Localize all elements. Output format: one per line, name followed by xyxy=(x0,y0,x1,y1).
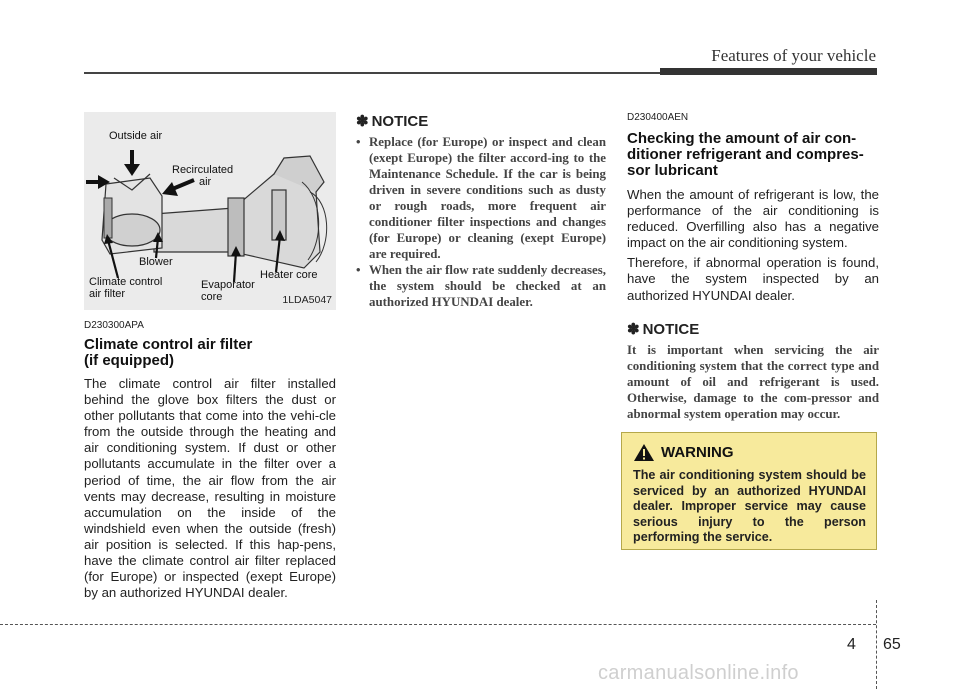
watermark: carmanualsonline.info xyxy=(598,662,799,684)
notice-item: • When the air flow rate suddenly decreases, the system should be checked at an authorized HYUNDAI dealer. xyxy=(356,262,606,310)
label-evaporator-line1: Evaporator xyxy=(201,279,255,291)
warning-text: The air conditioning system should be serviced by an authorized HYUNDAI dealer. Improper service may cause serious injury to the person performing the service. xyxy=(633,468,866,544)
notice-title-text: NOTICE xyxy=(371,113,429,130)
label-blower: Blower xyxy=(139,256,173,268)
page-chapter-number: 4 xyxy=(847,636,856,653)
notice-title xyxy=(356,112,606,130)
section-title-line1: Climate control air filter xyxy=(84,336,253,353)
section-body: The climate control air filter installed behind the glove box filters the dust or other pollutants that come into the vehi-cle from the outside through the heating and air conditioning system. If dust or other pollutants accumulate in the filter over a period of time, the air flow from the air vents may decrease, resulting in moisture accumulation on the inside of the windshield even when the outside (fresh) air position is selected. If this hap-pens, have the climate control air filter replaced (for Europe) or inspected (exept Europe) by an authorized HYUNDAI dealer. xyxy=(84,376,336,601)
footer-divider xyxy=(876,600,877,689)
warning-header xyxy=(633,443,866,462)
notice-text: It is important when servicing the air conditioning system that the correct type and amount of oil and refrigerant is used. Otherwise, damage to the com-pressor and abnormal system operation may occur. xyxy=(627,342,879,421)
section-code: D230300APA xyxy=(84,320,144,331)
label-recirculated-air-line2: air xyxy=(199,176,212,188)
page-number: 65 xyxy=(883,636,901,653)
section-title xyxy=(627,131,879,179)
notice-item: • Replace (for Europe) or inspect and clean (exept Europe) the filter accord-ing to the Maintenance Schedule. If the car is being driven in severe conditions such as dusty or rough roads, more frequent air conditioner filter inspections and changes (for Europe) or cleaning (exept Europe) are required. xyxy=(356,134,606,262)
notice-list xyxy=(356,134,606,310)
section-title-line2: ditioner refrigerant and compres- xyxy=(627,146,864,163)
section-title-line1: Checking the amount of air con- xyxy=(627,130,857,147)
warning-box xyxy=(621,432,877,550)
figure-code: 1LDA5047 xyxy=(282,294,332,306)
footer-rule xyxy=(0,624,876,625)
section-title-line2: (if equipped) xyxy=(84,352,174,369)
section-title-line3: sor lubricant xyxy=(627,162,718,179)
section-title xyxy=(84,337,336,369)
section-code: D230400AEN xyxy=(627,112,689,123)
column-middle xyxy=(356,112,606,310)
section-paragraph: Therefore, if abnormal operation is found, have the system inspected by an authorized HYUNDAI dealer. xyxy=(627,255,879,303)
column-left xyxy=(84,112,336,601)
notice-title-text: NOTICE xyxy=(642,320,700,338)
section-header-title: Features of your vehicle xyxy=(711,46,876,65)
warning-title: WARNING xyxy=(661,444,734,461)
label-evaporator-line2: core xyxy=(201,291,223,303)
notice-star-icon: ✽ xyxy=(356,113,369,130)
label-recirculated-air-line1: Recirculated xyxy=(172,164,234,176)
notice-star-icon: ✽ xyxy=(627,320,640,338)
warning-triangle-icon xyxy=(633,443,655,462)
label-outside-air: Outside air xyxy=(109,130,163,142)
label-heater-core: Heater core xyxy=(260,269,318,281)
section-paragraph: When the amount of refrigerant is low, the performance of the air conditioning is reduced. Overfilling also has a negative impact on the air conditioning system. xyxy=(627,187,879,251)
header-rule-accent xyxy=(660,68,877,75)
hvac-diagram-figure xyxy=(84,112,336,310)
column-right xyxy=(627,112,879,422)
label-filter-line2: air filter xyxy=(89,288,126,300)
label-filter-line1: Climate control xyxy=(89,276,163,288)
notice-title xyxy=(627,320,879,338)
